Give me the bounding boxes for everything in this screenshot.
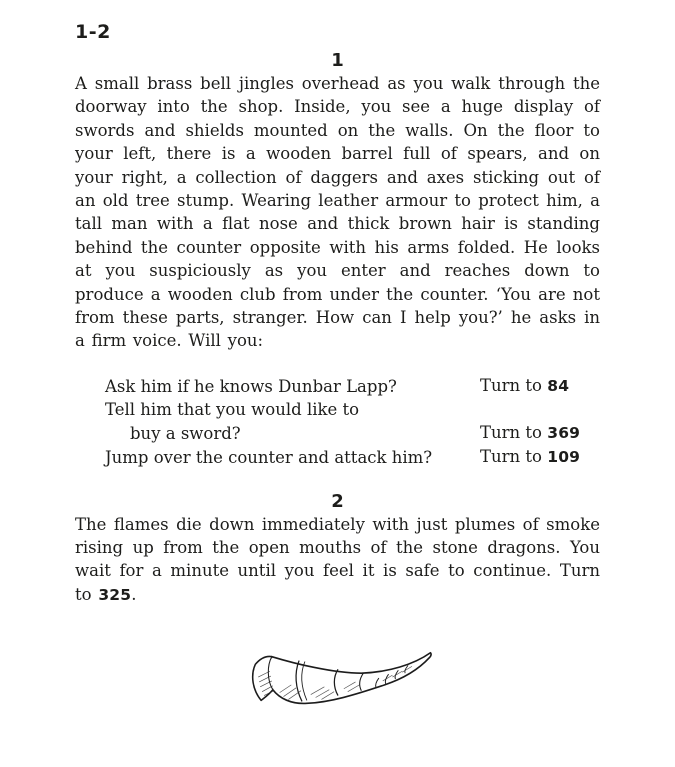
choice-text xyxy=(105,375,480,398)
choice-item xyxy=(105,445,600,469)
choice-line: Jump over the counter and attack him? xyxy=(105,448,433,468)
turn-to-label: Turn to xyxy=(480,375,548,395)
section-2-text: The flames die down immediately with just plumes of smoke rising up from the open mouths of the stone dragons. You wait for a minute until you feel it is safe to continue. Turn to xyxy=(75,514,600,604)
choice-line: Ask him if he knows Dunbar Lapp? xyxy=(105,376,397,396)
turn-to-number: 109 xyxy=(547,448,581,467)
choice-line: buy a sword? xyxy=(130,423,241,443)
section-2-text-end: . xyxy=(131,584,137,604)
page-folio: 1-2 xyxy=(75,21,111,43)
choice-item xyxy=(105,374,600,398)
section-2-body xyxy=(75,513,600,608)
turn-to-label: Turn to xyxy=(480,447,548,467)
section-2-heading: 2 xyxy=(331,490,344,512)
section-1-heading: 1 xyxy=(331,50,344,71)
turn-to-number: 369 xyxy=(547,423,581,442)
choice-text xyxy=(105,398,480,445)
horn-illustration xyxy=(240,644,436,716)
turn-to-number: 84 xyxy=(547,376,570,395)
choice-item xyxy=(105,398,600,445)
turn-to-label: Turn to xyxy=(480,422,548,442)
turn-to-reference xyxy=(480,374,569,398)
illustration-container xyxy=(75,644,600,720)
section-1-body: A small brass bell jingles overhead as you walk through the doorway into the shop. Inside, you see a huge display of swords and shields mounted on the walls. On the floor to your left, there is a wooden barrel full of spears, and on your right, a collection of daggers and axes sticking out of an old tree stump. Wearing leather armour to protect him, a tall man with a flat nose and thick brown hair is standing behind the counter opposite with his arms folded. He looks at you suspiciously as you enter and reaches down to produce a wooden club from under the counter. ‘You are not from these parts, stranger. How can I help you?’ he asks in a firm voice. Will you: xyxy=(75,74,600,351)
choice-text xyxy=(105,446,480,469)
turn-to-number: 325 xyxy=(98,585,132,604)
choice-line: Tell him that you would like to xyxy=(105,400,360,420)
choice-list xyxy=(105,374,600,470)
turn-to-reference xyxy=(480,421,580,445)
turn-to-reference xyxy=(480,445,580,469)
